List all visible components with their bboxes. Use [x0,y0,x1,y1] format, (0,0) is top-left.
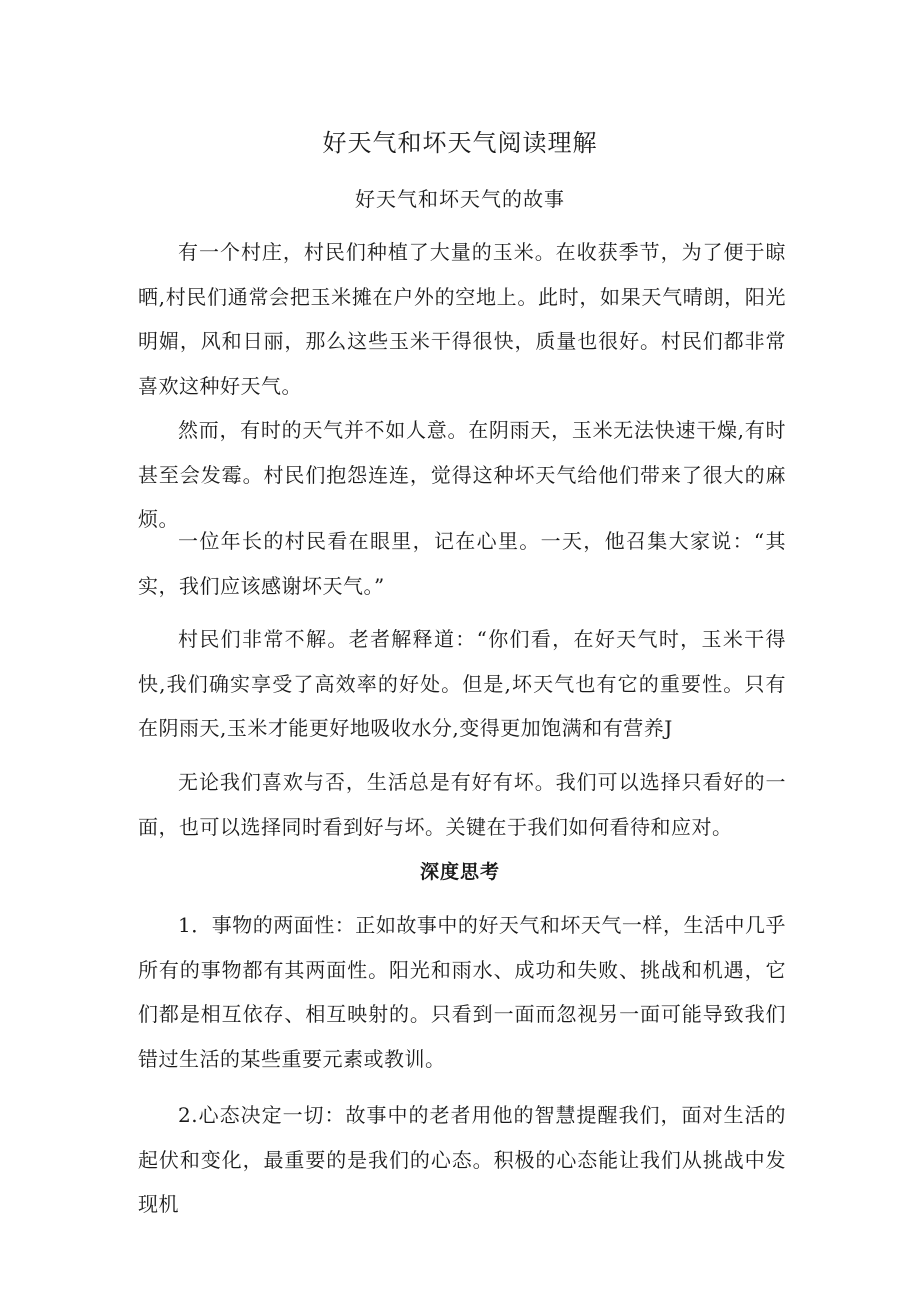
document-title: 好天气和坏天气阅读理解 [322,129,598,157]
story-subtitle: 好天气和坏天气的故事 [355,187,565,211]
story-paragraph: 有一个村庄，村民们种植了大量的玉米。在收获季节，为了便于晾晒,村民们通常会把玉米摊在户外的空地上。此时，如果天气晴朗，阳光明媚，风和日丽，那么这些玉米干得很快，质量也很好。村民们都非常喜欢这种好天气。 [138,240,786,398]
story-paragraph: 无论我们喜欢与否，生活总是有好有坏。我们可以选择只看好的一面，也可以选择同时看到好与坏。关键在于我们如何看待和应对。 [138,770,786,839]
section-heading: 深度思考 [419,861,500,883]
thinking-point: 2.心态决定一切：故事中的老者用他的智慧提醒我们，面对生活的起伏和变化，最重要的是我们的心态。积极的心态能让我们从挑战中发现机 [138,1103,786,1216]
story-paragraph: 村民们非常不解。老者解释道：“你们看，在好天气时，玉米干得快,我们确实享受了高效率的好处。但是,坏天气也有它的重要性。只有在阴雨天,玉米才能更好地吸收水分,变得更加饱满和有营养J [138,627,786,740]
story-paragraph: 一位年长的村民看在眼里，记在心里。一天，他召集大家说：“其实，我们应该感谢坏天气。” [138,529,786,598]
thinking-point: 1．事物的两面性：正如故事中的好天气和坏天气一样，生活中几乎所有的事物都有其两面性。阳光和雨水、成功和失败、挑战和机遇，它们都是相互依存、相互映射的。只看到一面而忽视另一面可能导致我们错过生活的某些重要元素或教训。 [138,913,786,1071]
story-paragraph: 然而，有时的天气并不如人意。在阴雨天，玉米无法快速干燥,有时甚至会发霉。村民们抱怨连连，觉得这种坏天气给他们带来了很大的麻烦。 [138,418,786,531]
